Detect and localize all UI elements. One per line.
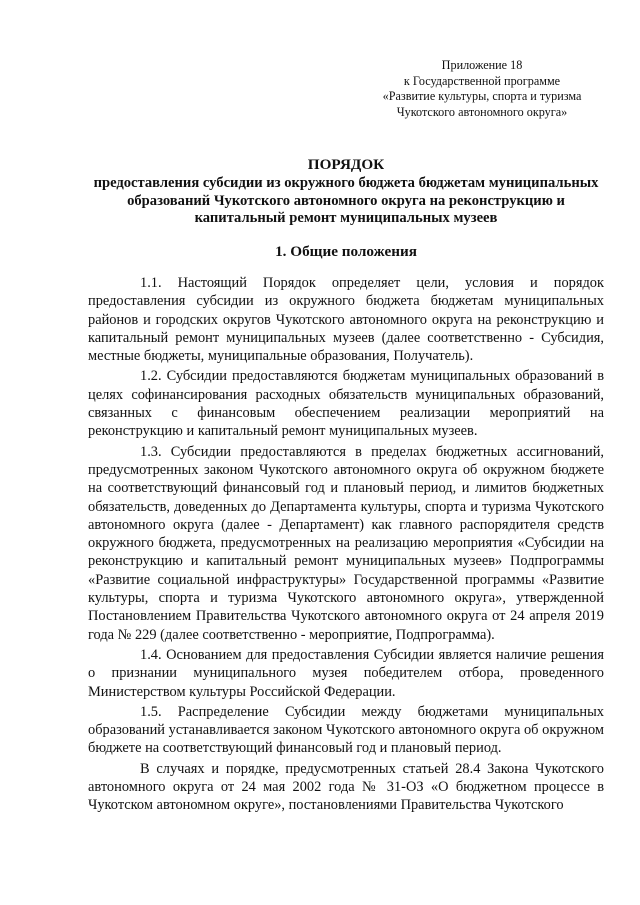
paragraph-1-2: 1.2. Субсидии предоставляются бюджетам муниципальных образований в целях софинансирования расходных обязательств муниципальных образований, связанных с финансовым обеспечением реализации мероприятий на реконструкцию и капитальный ремонт муниципальных музеев.: [88, 368, 604, 440]
section-heading: 1. Общие положения: [275, 243, 417, 260]
title-main: ПОРЯДОК: [307, 156, 385, 173]
annex-line: «Развитие культуры, спорта и туризма: [382, 89, 582, 103]
document-body: [88, 268, 604, 817]
document-title: [88, 156, 604, 228]
annex-header: [362, 58, 602, 120]
paragraph-1-3: 1.3. Субсидии предоставляются в пределах бюджетных ассигнований, предусмотренных законом Чукотского автономного округа об окружном бюджете на соответствующий финансовый год и плановый период, и лимитов бюджетных обязательств, доведенных до Департамента культуры, спорта и туризма Чукотского автономного округа (далее - Департамент) как главного распорядителя средств окружного бюджета, предусмотренных на реализацию мероприятия «Субсидии на реконструкцию и капитальный ремонт муниципальных музеев» Подпрограммы «Развитие социальной инфраструктуры» Государственной программы «Развитие культуры, спорта и туризма Чукотского автономного округа», утвержденной Постановлением Правительства Чукотского автономного округа от 24 апреля 2019 года № 229 (далее соответственно - мероприятие, Подпрограмма).: [88, 443, 604, 643]
annex-line: Чукотского автономного округа»: [396, 104, 568, 119]
paragraph-1-4: 1.4. Основанием для предоставления Субсидии является наличие решения о признании муниципального музея победителем отбора, проведенного Министерством культуры Российской Федерации.: [88, 646, 604, 700]
annex-line: к Государственной программе: [403, 73, 561, 88]
paragraph-1-1: 1.1. Настоящий Порядок определяет цели, условия и порядок предоставления субсидии из окружного бюджета бюджетам муниципальных районов и городских округов Чукотского автономного округа на реконструкцию и капитальный ремонт муниципальных музеев (далее соответственно - Субсидия, местные бюджеты, муниципальные образования, Получатель).: [88, 275, 604, 365]
paragraph-1-5-cont: В случаях и порядке, предусмотренных статьей 28.4 Закона Чукотского автономного округа от 24 мая 2002 года № 31-ОЗ «О бюджетном процессе в Чукотском автономном округе», постановлениями Правительства Чукотского: [88, 760, 604, 814]
paragraph-1-5: 1.5. Распределение Субсидии между бюджетами муниципальных образований устанавливается законом Чукотского автономного округа об окружном бюджете на соответствующий финансовый год и плановый период.: [88, 703, 604, 757]
annex-line: Приложение 18: [441, 58, 523, 72]
title-subtitle: предоставления субсидии из окружного бюджета бюджетам муниципальных образований Чукотского автономного округа на реконструкцию и капитальный ремонт муниципальных музеев: [93, 174, 599, 227]
